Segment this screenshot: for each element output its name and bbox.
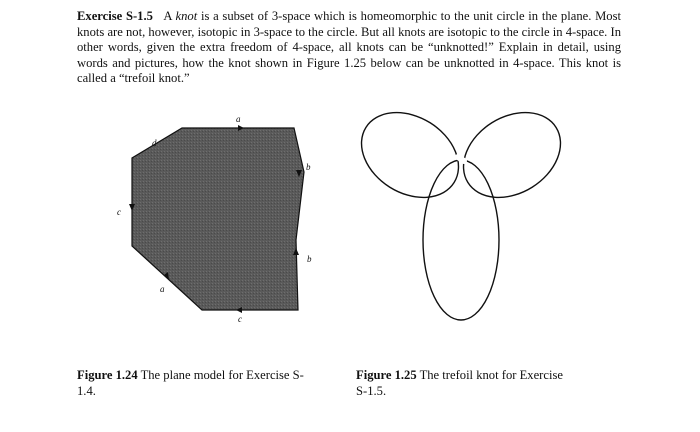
exercise-paragraph bbox=[77, 9, 621, 87]
edge-label-left: c bbox=[117, 207, 121, 217]
exercise-label: Exercise S-1.5 bbox=[77, 9, 153, 23]
edge-label-top: a bbox=[236, 114, 241, 124]
figure-125-caption bbox=[356, 368, 576, 399]
edge-label-right-lower: b bbox=[307, 254, 312, 264]
edge-label-upper-left: d bbox=[152, 138, 157, 148]
exercise-term: knot bbox=[175, 9, 198, 23]
crossing-gap-right bbox=[484, 202, 488, 208]
figure-124-text: The plane model for Exercise S-1.4. bbox=[77, 368, 304, 398]
edge-label-lower-left: a bbox=[160, 284, 165, 294]
figure-124-label: Figure 1.24 bbox=[77, 368, 138, 382]
octagon-shape bbox=[132, 128, 304, 310]
plane-model-figure bbox=[110, 112, 320, 327]
figure-125-label: Figure 1.25 bbox=[356, 368, 417, 382]
trefoil-left-loop bbox=[350, 105, 474, 215]
exercise-text-after: is a subset of 3-space which is homeomorphic to the unit circle in the plane. Most knots are not, however, isotopic in 3-space to the circle. But all knots are isotopic to the circle in 4-space. In other words, given the extra freedom of 4-space, all knots can be “unknotted!” Explain in detail, using words and pictures, how the knot shown in Figure 1.25 below can be unknotted in 4-space. This knot is called a “trefoil knot.” bbox=[77, 9, 621, 86]
crossing-gap-left bbox=[434, 202, 438, 208]
figure-125-text: The trefoil knot for Exercise S-1.5. bbox=[356, 368, 563, 398]
edge-label-right-upper: b bbox=[306, 162, 311, 172]
trefoil-knot-figure bbox=[350, 105, 570, 335]
crossing-gap-top bbox=[458, 157, 464, 161]
exercise-text-before: A bbox=[163, 9, 172, 23]
edge-label-bottom: c bbox=[238, 314, 242, 324]
trefoil-bottom-loop bbox=[423, 160, 499, 320]
figure-124-caption bbox=[77, 368, 307, 399]
